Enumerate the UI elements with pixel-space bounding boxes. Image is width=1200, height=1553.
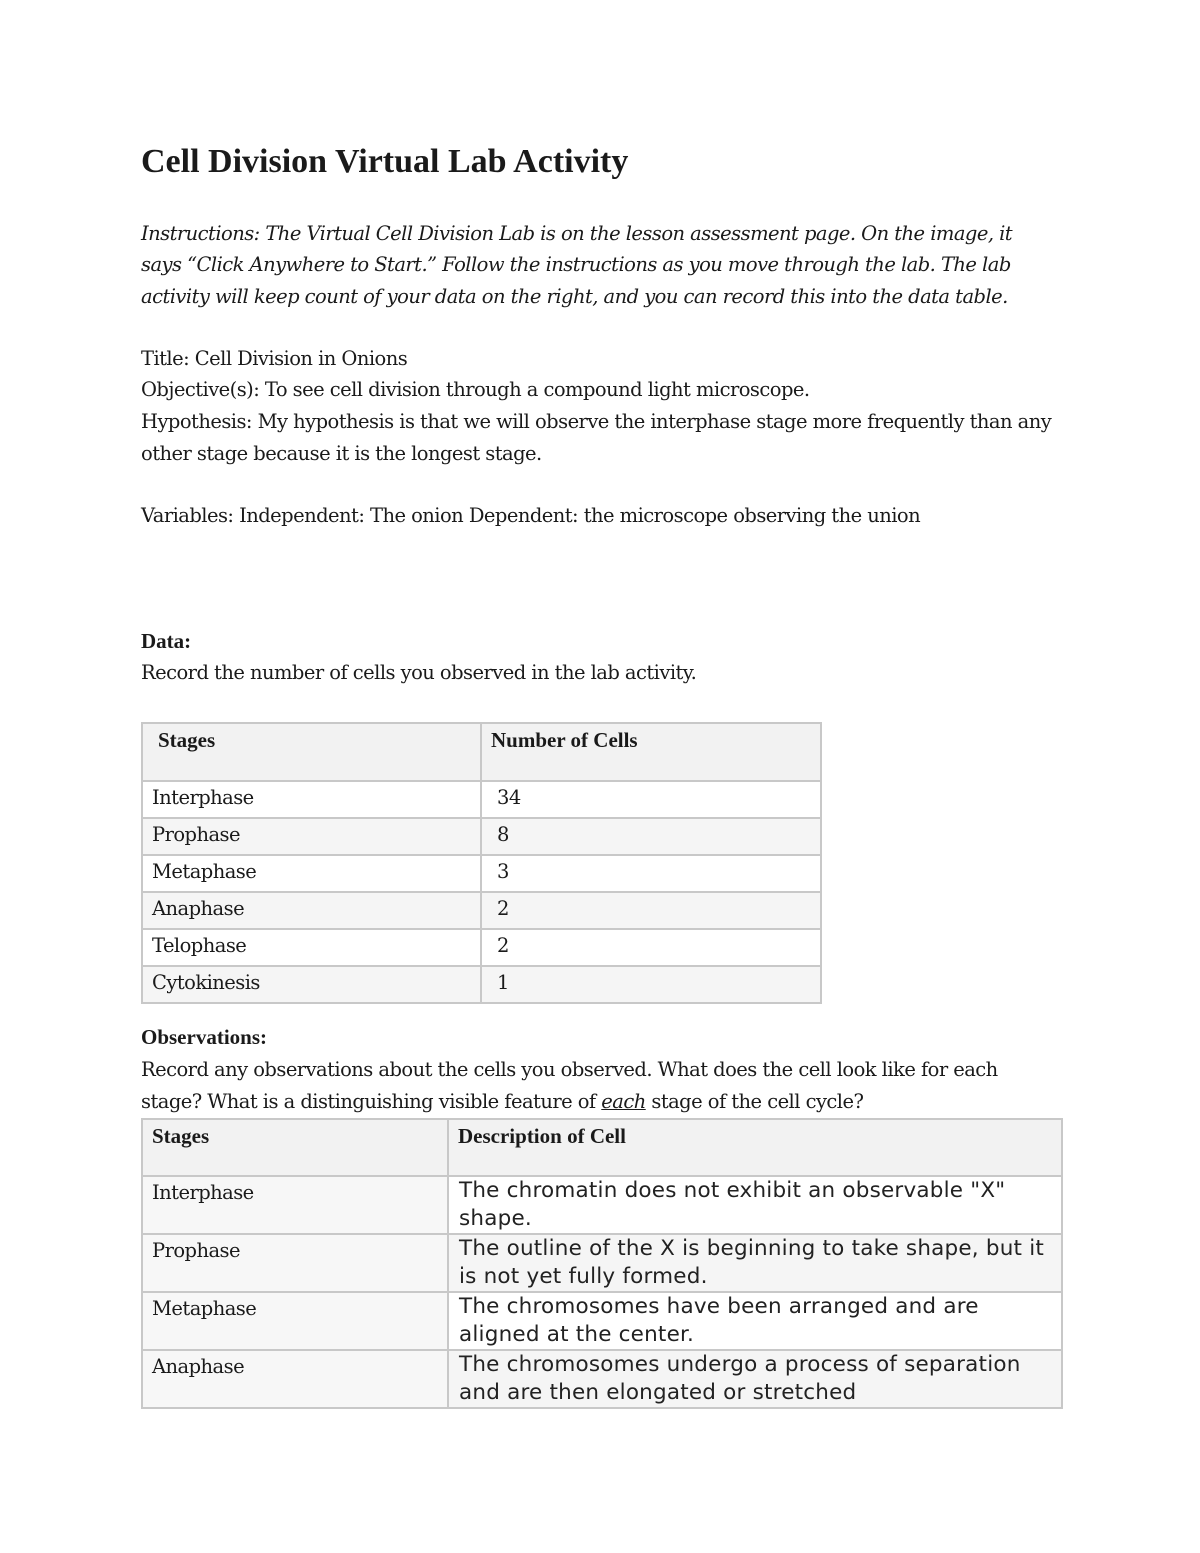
stage-cell: Metaphase bbox=[142, 855, 481, 892]
stage-cell: Metaphase bbox=[142, 1292, 448, 1350]
observations-section-label: Observations: bbox=[141, 1025, 267, 1049]
data-section-prompt: Record the number of cells you observed in the lab activity. bbox=[141, 661, 697, 684]
count-cell: 34 bbox=[481, 781, 821, 818]
cell-description-header-row bbox=[142, 1119, 1062, 1176]
description-cell: The chromosomes have been arranged and are aligned at the center. bbox=[448, 1292, 1062, 1350]
description-cell: The chromatin does not exhibit an observable "X" shape. bbox=[448, 1176, 1062, 1234]
table-row bbox=[142, 855, 821, 892]
data-section-label: Data: bbox=[141, 629, 192, 653]
number-of-cells-column-header: Number of Cells bbox=[481, 723, 821, 781]
observations-prompt-emphasis: each bbox=[601, 1089, 646, 1113]
observations-section-prompt bbox=[141, 1054, 1056, 1117]
stage-cell: Interphase bbox=[142, 1176, 448, 1234]
count-cell: 8 bbox=[481, 818, 821, 855]
count-cell: 2 bbox=[481, 892, 821, 929]
description-cell: The chromosomes undergo a process of separation and are then elongated or stretched bbox=[448, 1350, 1062, 1408]
description-column-header: Description of Cell bbox=[448, 1119, 1062, 1176]
stages-column-header: Stages bbox=[142, 1119, 448, 1176]
count-cell: 3 bbox=[481, 855, 821, 892]
table-row bbox=[142, 1234, 1062, 1292]
description-cell: The outline of the X is beginning to take shape, but it is not yet fully formed. bbox=[448, 1234, 1062, 1292]
document-title: Cell Division Virtual Lab Activity bbox=[141, 143, 629, 180]
cell-description-table bbox=[141, 1118, 1063, 1409]
stage-cell: Prophase bbox=[142, 1234, 448, 1292]
instructions-paragraph: Instructions: The Virtual Cell Division Lab is on the lesson assessment page. On the image, it says “Click Anywhere to Start.” Follow the instructions as you move through the lab. The lab activity will keep count of your data on the right, and you can record this into the data table. bbox=[141, 222, 1013, 308]
stages-column-header: Stages bbox=[142, 723, 481, 781]
table-row bbox=[142, 929, 821, 966]
variables-line: Variables: Independent: The onion Dependent: the microscope observing the union bbox=[141, 504, 921, 527]
objective-line: Objective(s): To see cell division through a compound light microscope. bbox=[141, 378, 810, 401]
hypothesis-line: Hypothesis: My hypothesis is that we will observe the interphase stage more frequently than any other stage because it is the longest stage. bbox=[141, 410, 1052, 465]
cell-count-header-row bbox=[142, 723, 821, 781]
table-row bbox=[142, 1292, 1062, 1350]
cell-count-table bbox=[141, 722, 822, 1004]
stage-cell: Telophase bbox=[142, 929, 481, 966]
observations-prompt-part2: stage of the cell cycle? bbox=[645, 1089, 864, 1113]
table-row bbox=[142, 966, 821, 1003]
stage-cell: Cytokinesis bbox=[142, 966, 481, 1003]
observations-prompt-part1: Record any observations about the cells you observed. What does the cell look like for each stage? What is a distinguishing visible feature of bbox=[141, 1058, 998, 1113]
stage-cell: Prophase bbox=[142, 818, 481, 855]
stage-cell: Anaphase bbox=[142, 892, 481, 929]
table-row bbox=[142, 781, 821, 818]
table-row bbox=[142, 892, 821, 929]
stage-cell: Anaphase bbox=[142, 1350, 448, 1408]
table-row bbox=[142, 1350, 1062, 1408]
lab-title-line: Title: Cell Division in Onions bbox=[141, 347, 408, 370]
table-row bbox=[142, 1176, 1062, 1234]
count-cell: 2 bbox=[481, 929, 821, 966]
count-cell: 1 bbox=[481, 966, 821, 1003]
table-row bbox=[142, 818, 821, 855]
stage-cell: Interphase bbox=[142, 781, 481, 818]
